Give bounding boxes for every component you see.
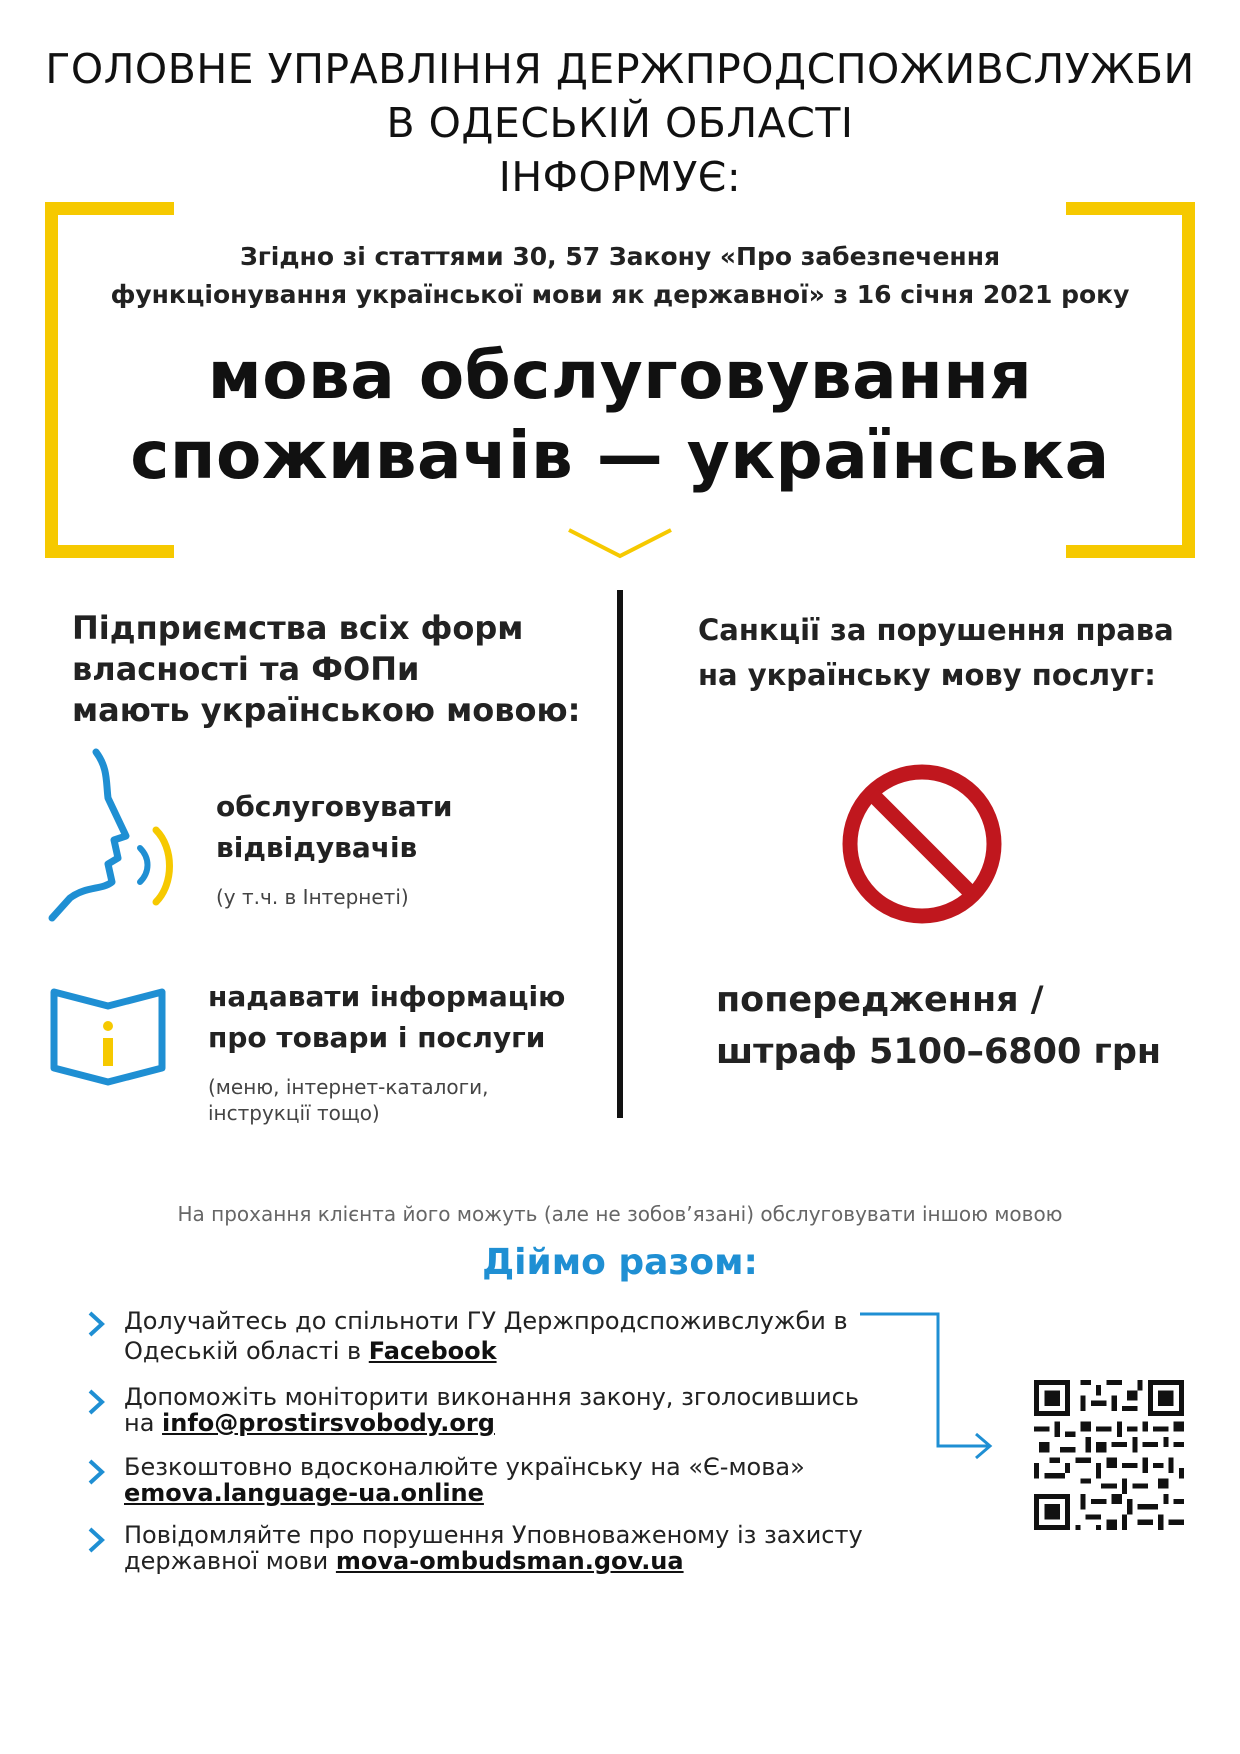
info-book-icon <box>48 980 168 1090</box>
email-link[interactable]: info@prostirsvobody.org <box>162 1409 495 1437</box>
chevron-right-icon <box>86 1458 106 1486</box>
bullet-monitoring-prefix: на <box>124 1409 163 1437</box>
prohibited-icon <box>840 762 1004 926</box>
facebook-link[interactable]: Facebook <box>368 1337 497 1365</box>
right-title-line-1: Санкції за порушення права <box>698 613 1174 647</box>
item-serve-title <box>216 786 452 868</box>
headline-line-2: споживачів — українська <box>130 417 1110 494</box>
left-title-line-3: мають українською мовою: <box>72 691 581 729</box>
ombudsman-link[interactable]: mova-ombudsman.gov.ua <box>335 1547 684 1575</box>
item-inform-note-line-2: інструкції тощо) <box>208 1101 380 1125</box>
headline-line-1: мова обслуговування <box>207 337 1033 414</box>
column-divider <box>617 590 623 1118</box>
item-inform-line-1: надавати інформацію <box>208 980 566 1013</box>
right-column-title <box>698 608 1174 698</box>
law-line-2: функціонування української мови як державної» з 16 січня 2021 року <box>110 280 1130 309</box>
bullet-ombudsman-line-1: Повідомляйте про порушення Уповноваженому із захисту <box>124 1521 863 1549</box>
item-serve-line-1: обслуговувати <box>216 790 453 823</box>
penalty-line-1: попередження / <box>716 980 1044 1020</box>
right-title-line-2: на українську мову послуг: <box>698 658 1156 692</box>
bullet-monitoring-line-1: Допоможіть моніторити виконання закону, зголосившись <box>124 1383 859 1411</box>
footnote: На прохання клієнта його можуть (але не зобов’язані) обслуговувати іншою мовою <box>177 1202 1063 1226</box>
item-serve-line-2: відвідувачів <box>216 831 418 864</box>
header-line-2: В ОДЕСЬКІЙ ОБЛАСТІ <box>386 99 854 147</box>
item-inform-note-line-1: (меню, інтернет-каталоги, <box>208 1075 489 1099</box>
left-title-line-1: Підприємства всіх форм <box>72 609 524 647</box>
act-together-heading: Діймо разом: <box>482 1242 758 1283</box>
header-line-1: ГОЛОВНЕ УПРАВЛІННЯ ДЕРЖПРОДСПОЖИВСЛУЖБИ <box>45 45 1195 93</box>
bullet-facebook-line-1: Долучайтесь до спільноти ГУ Держпродспоживслужби в <box>124 1307 848 1335</box>
bullet-ombudsman-prefix: державної мови <box>124 1547 336 1575</box>
item-inform-line-2: про товари і послуги <box>208 1021 546 1054</box>
chevron-right-icon <box>86 1388 106 1416</box>
bullet-facebook-prefix: Одеській області в <box>124 1337 369 1365</box>
main-headline <box>0 336 1240 496</box>
left-title-line-2: власності та ФОПи <box>72 650 420 688</box>
law-line-1: Згідно зі статтями 30, 57 Закону «Про забезпечення <box>239 242 1001 271</box>
chevron-right-icon <box>86 1526 106 1554</box>
header-line-3: ІНФОРМУЄ: <box>498 153 742 201</box>
chevron-down-icon <box>565 526 675 562</box>
left-column-title <box>72 608 580 731</box>
item-serve-note: (у т.ч. в Інтернеті) <box>216 885 409 909</box>
penalty-text <box>716 974 1161 1078</box>
item-inform-title <box>208 976 565 1058</box>
bullet-emova-line-1: Безкоштовно вдосконалюйте українську на «Є-мова» <box>124 1453 805 1481</box>
page-header <box>0 42 1240 204</box>
arrow-to-qr-icon <box>858 1310 998 1466</box>
item-inform-note <box>208 1074 488 1126</box>
chevron-right-icon <box>86 1310 106 1338</box>
speaking-head-icon <box>46 748 182 926</box>
qr-code-icon[interactable] <box>1034 1380 1184 1530</box>
emova-link[interactable]: emova.language-ua.online <box>124 1479 484 1507</box>
law-reference <box>70 238 1170 314</box>
penalty-line-2: штраф 5100–6800 грн <box>716 1032 1162 1072</box>
